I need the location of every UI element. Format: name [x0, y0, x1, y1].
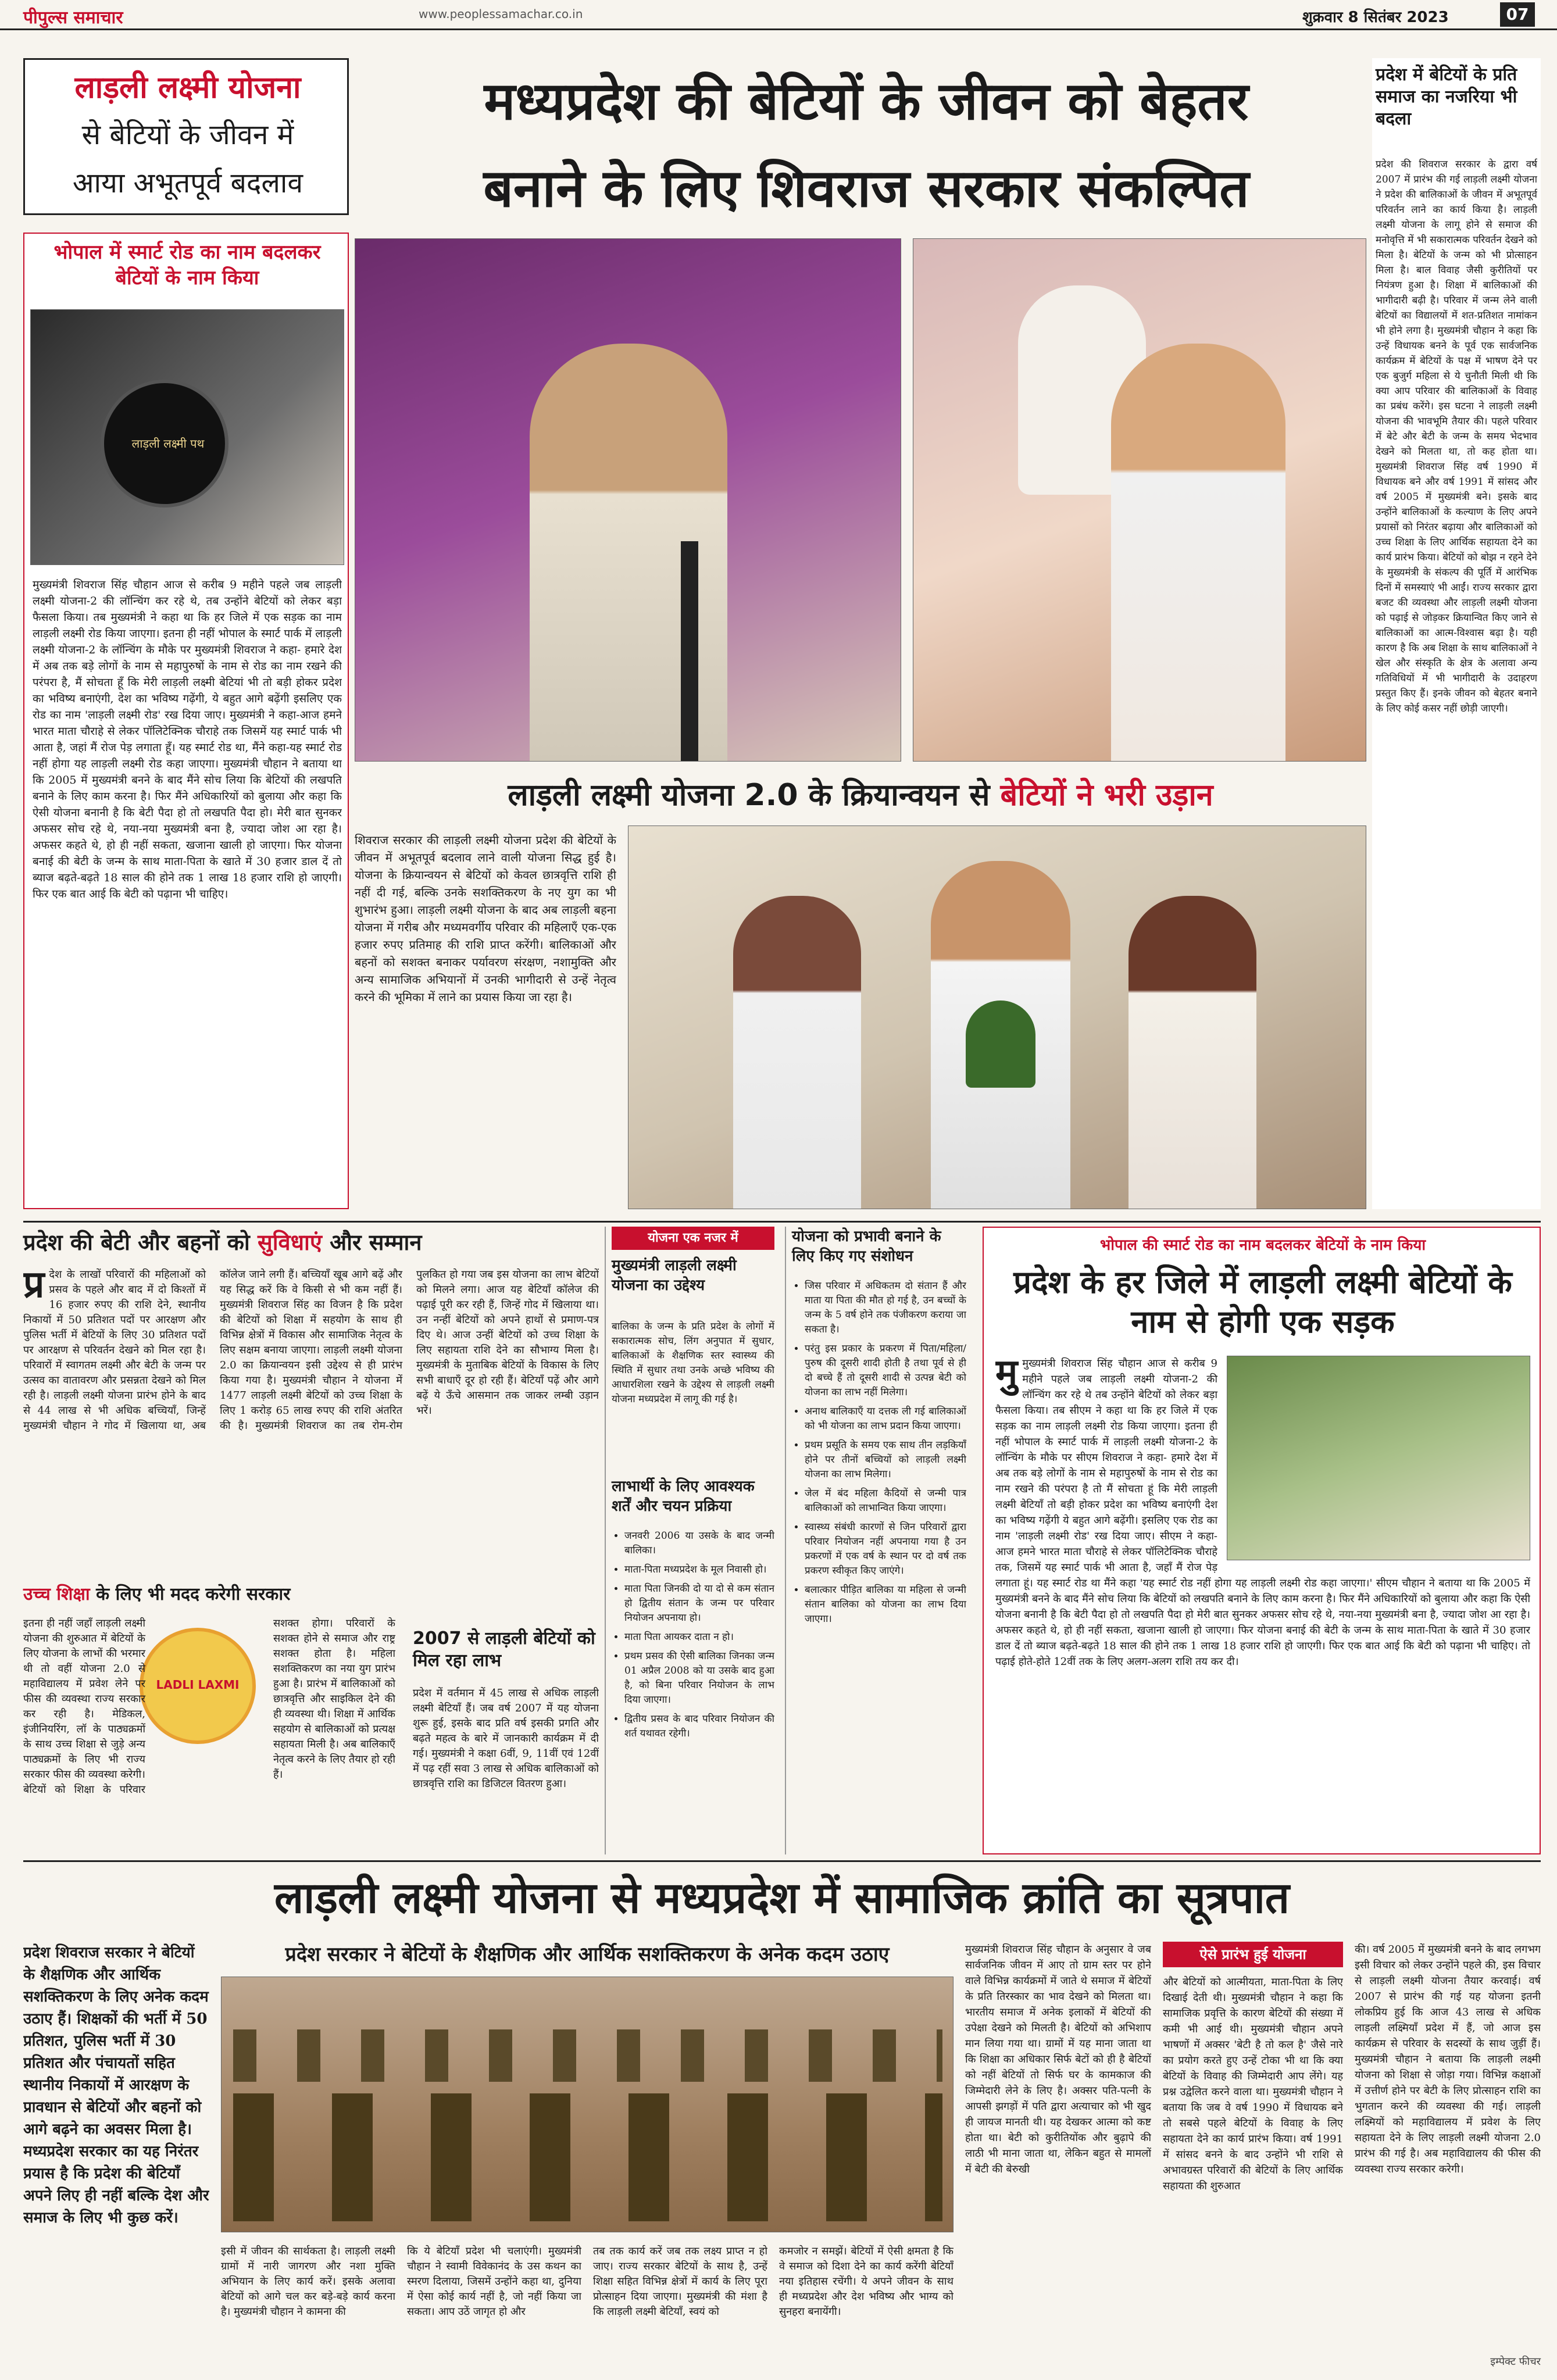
- amendment-item: • बलात्कार पीड़ित बालिका या महिला से जन्मी संतान बालिका को योजना का लाभ दिया जाएगा।: [805, 1583, 966, 1627]
- bottom-photo-headline: प्रदेश सरकार ने बेटियों के शैक्षणिक और आर्थिक सशक्तिकरण के अनेक कदम उठाए: [285, 1943, 890, 1966]
- police-cadets-photo: [221, 1977, 954, 2232]
- higher-education-subhead-red: उच्च शिक्षा: [23, 1584, 90, 1604]
- student-left-figure: [733, 896, 861, 1209]
- nazar-item: • द्वितीय प्रसव के बाद परिवार नियोजन की शर्त यथावत रहेगी।: [624, 1712, 774, 1741]
- suvidha-body-text: देश के लाखों परिवारों की महिलाओं को प्रसव के पहले और बाद में दो किश्तों में 16 हजार रुपए की राशि देने, स्थानीय निकायों में 50 प्रतिशत पदों पर आरक्षण और पुलिस भर्ती में बेटियों के लिए 30 प्रतिशत पदों पर आरक्षण से परिवर्तन देखने को मिल रहा है। परिवारों में स्वागतम लक्ष्मी और बेटी के जन्म पर उत्सव का वातावरण और प्रसन्नता देखने को मिल रही है। लाड़ली लक्ष्मी योजना प्रारंभ होने के बाद से 44 लाख से भी अधिक बच्चियाँ, जिन्हें मुख्यमंत्री चौहान ने गोद में खिलाया था, अब कॉलेज जाने लगी हैं। बच्चियाँ खूब आगे बढ़ें और यह सिद्ध करें कि वे किसी से भी कम नहीं हैं। मुख्यमंत्री शिवराज सिंह का विजन है कि प्रदेश की बेटियों को शिक्षा में सहयोग के साथ ही विभिन्न क्षेत्रों में विकास और सामाजिक नेतृत्व के लिए सक्षम बनाया जाएगा। लाड़ली लक्ष्मी योजना 2.0 का क्रियान्वयन इसी उद्देश्य से ही प्रारंभ किया गया है। मुख्यमंत्री चौहान ने योजना में 1477 लाड़ली लक्ष्मी बेटियों को उच्च शिक्षा के लिए 1 करोड़ 65 लाख रुपए की राशि अंतरित की है। मुख्यमंत्री शिवराज का तब रोम-रोम पुलकित हो गया जब इस योजना का लाभ बेटियों को मिलने लगा। आज यह बेटियाँ कॉलेज की पढ़ाई पूरी कर रही हैं, जिन्हें गोद में खिलाया था। उन नन्हीं बेटियों को अपने हाथों से प्रमाण-पत्र दिए थे। आज उन्हीं बेटियों को उच्च शिक्षा के लिए सहायता राशि देने का सौभाग्य मिला है। मुख्यमंत्री के मुताबिक बेटियों के विकास के लिए सभी बाधाएँ दूर हो रही हैं। बेटियाँ पढ़ें और आगे बढ़ें ये ऊँचे आसमान तक जाकर लम्बी उड़ान भरें।: [23, 1268, 599, 1432]
- plant-pot: [966, 1000, 1035, 1088]
- road-plaque: [101, 380, 228, 508]
- tree-planting-photo: [1227, 1356, 1530, 1560]
- logo-text: LADLI LAXMI: [156, 1678, 240, 1692]
- cadet-row-front: [233, 2093, 942, 2221]
- nazar-item: • माता पिता आयकर दाता न हो।: [624, 1630, 774, 1645]
- amendment-item: • परंतु इस प्रकार के प्रकरण में पिता/महिला/पुरुष की दूसरी शादी होती है तथा पूर्व से ही दो बच्चे हैं तो दूसरी शादी से उत्पन्न बेटी को योजना का लाभ नहीं मिलेगा।: [805, 1342, 966, 1400]
- yojana-start-tag: ऐसे प्रारंभ हुई योजना: [1163, 1942, 1343, 1967]
- nazar-item: • जनवरी 2006 या उसके के बाद जन्मी बालिका।: [624, 1529, 774, 1558]
- higher-education-body: इतना ही नहीं जहाँ लाड़ली लक्ष्मी योजना की शुरुआत में बेटियों के लिए योजना के लाभों की भरमार थी तो वहीं योजना 2.0 से महाविद्यालय में प्रवेश लेने पर फीस की व्यवस्था राज्य सरकार कर रही है। मेडिकल, इंजीनियरिंग, लॉ के पाठ्यक्रमों के साथ उच्च शिक्षा से जुड़े अन्य पाठ्यक्रमों के लिए भी राज्य सरकार फीस की व्यवस्था करेगी। बेटियों को शिक्षा के परिवार सशक्त होगा। परिवारों के सशक्त होने से समाज और राष्ट्र सशक्त होता है। महिला सशक्तिकरण का नया युग प्रारंभ हुआ है। प्रारंभ में बालिकाओं को छात्रवृत्ति और साइकिल देने की ही व्यवस्था थी। शिक्षा में आर्थिक सहयोग से बालिकाओं को प्रत्यक्ष सहायता मिली है। अब बालिकाएँ नेतृत्व करने के लिए तैयार हो रही हैं।: [23, 1617, 395, 1796]
- bottom-col-3: तब तक कार्य करें जब तक लक्ष्य प्राप्त न हो जाए। राज्य सरकार बेटियों के साथ है, उन्हें शिक्षा सहित विभिन्न क्षेत्रों में कार्य के लिए पूरा प्रोत्साहन दिया जाएगा। मुख्यमंत्री की मंशा है कि लाड़ली लक्ष्मी बेटियाँ, स्वयं को: [593, 2245, 767, 2318]
- left-story-body: मुख्यमंत्री शिवराज सिंह चौहान आज से करीब 9 महीने पहले जब लाड़ली लक्ष्मी योजना-2 की लॉन्चिंग कर रहे थे, तब उन्होंने बेटियों को लेकर बड़ा फैसला किया। तब मुख्यमंत्री ने कहा था कि हर जिले में एक सड़क का नाम लाड़ली लक्ष्मी रोड किया जाएगा। इतना ही नहीं भोपाल के स्मार्ट पार्क में लाड़ली लक्ष्मी योजना-2 के लॉन्चिंग के मौके पर मुख्यमंत्री शिवराज ने कहा- हमारे देश में अब तक बड़े लोगों के नाम से महापुरुषों के नाम से रोड का नाम रखने की परंपरा है, मैं सोचता हूँ कि मेरी लाड़ली लक्ष्मी बेटियां भी तो बड़ी होकर प्रदेश का भविष्य बनाएंगी, देश का भविष्य गढ़ेंगी, ये बहुत आगे बढ़ेंगी इसलिए एक रोड का नाम 'लाड़ली लक्ष्मी रोड' रख दिया जाए। मुख्यमंत्री ने कहा-आज हमने भारत माता चौराहे से लेकर पॉलिटेक्निक चौराहे तक जिसमें यह स्मार्ट पार्क भी आता है, जहां मैं रोज पेड़ लगाता हूँ। यह स्मार्ट रोड था, मैंने कहा-यह स्मार्ट रोड नहीं होगा यह लाड़ली लक्ष्मी रोड कहा जाएगा। मुख्यमंत्री चौहान ने बताया था कि 2005 में मुख्यमंत्री बनने के बाद मैंने सोच लिया कि बेटियों की लखपति बनाने के लिए काम करना है। फिर मैंने अधिकारियों को बुलाया और कहा कि ऐसी योजना बनानी है कि बेटी पैदा हो तो लखपति पैदा हो। मेरी बात सुनकर अफसर सोच रहे थे, नया-नया मुख्यमंत्री बना है, ज्यादा जोश आ रहा है। अफसर कहते थे, हो ही नहीं सकता, खजाना खाली हो जाएगा। फिर योजना बनाई की बेटी के जन्म के साथ माता-पिता के खाते में 30 हजार डाल दें तो ब्याज बढ़ते-बढ़ते 18 साल की होने तक 1 लाख 18 हजार राशि हो जाएगी। फिर एक बात आई कि बेटी को पढ़ाना भी चाहिए।: [33, 578, 342, 900]
- road-plaque-text: लाड़ली लक्ष्मी पथ: [131, 437, 205, 451]
- corner-box-line2: से बेटियों के जीवन में: [81, 119, 294, 151]
- masthead-url: www.peoplessamachar.co.in: [419, 7, 583, 21]
- corner-box-title: लाड़ली लक्ष्मी योजना: [74, 70, 301, 105]
- bottom-divider: [23, 1860, 1541, 1862]
- masthead: [0, 0, 1557, 30]
- right-column: [1372, 58, 1541, 1209]
- nazar-item: • प्रथम प्रसव की ऐसी बालिका जिनका जन्म 01 अप्रैल 2008 को या उसके बाद हुआ है, को बिना परिवार नियोजन के लाभ दिया जाएगा।: [624, 1649, 774, 1707]
- bottom-left-body: प्रदेश शिवराज सरकार ने बेटियों के शैक्षणिक और आर्थिक सशक्तिकरण के लिए अनेक कदम उठाए हैं। शिक्षकों की भर्ती में 50 प्रतिशत, पुलिस भर्ती में 30 प्रतिशत और पंचायतों सहित स्थानीय निकायों में आरक्षण के प्रावधान से बेटियों और बहनों को आगे बढ़ने का अवसर मिला है। मध्यप्रदेश सरकार का यह निरंतर प्रयास है कि प्रदेश की बेटियाँ अपने लिए ही नहीं बल्कि देश और समाज के लिए भी कुछ करें।: [23, 1944, 209, 2227]
- amendment-item: • जेल में बंद महिला कैदियों से जन्मी पात्र बालिकाओं को लाभान्वित किया जाएगा।: [805, 1486, 966, 1516]
- cadet-row-back: [233, 2029, 942, 2082]
- students-with-plant-photo: [628, 826, 1366, 1209]
- amendment-item: • स्वास्थ्य संबंधी कारणों से जिन परिवारों द्वारा परिवार नियोजन नहीं अपनाया गया है उन प्रकरणों में एक वर्ष के स्थान पर दो वर्ष तक प्रकरण स्वीकृत किए जाएंगे।: [805, 1520, 966, 1578]
- road-plaque-photo: [30, 309, 344, 565]
- smart-road-section: [983, 1227, 1541, 1854]
- left-story: [23, 233, 349, 1209]
- smart-road-body: [995, 1356, 1530, 1844]
- amendment-item: • जिस परिवार में अधिकतम दो संतान हैं और माता या पिता की मौत हो गई है, उन बच्चों के जन्म के 5 वर्ष होने तक पंजीकरण कराया जा सकता है।: [805, 1279, 966, 1337]
- yojana2-headline-part1: लाड़ली लक्ष्मी योजना 2.0 के क्रियान्वयन से: [508, 778, 990, 813]
- smart-road-body-text: मुख्यमंत्री शिवराज सिंह चौहान आज से करीब 9 महीने पहले जब लाड़ली लक्ष्मी योजना-2 की लॉन्चिंग कर रहे थे तब उन्होंने बेटियों को लेकर बड़ा फैसला किया। तब सीएम ने कहा था कि हर जिले में एक सड़क का नाम लाड़ली लक्ष्मी रोड किया जाएगा। इतना ही नहीं भोपाल के स्मार्ट पार्क में लाड़ली लक्ष्मी योजना-2 के लॉन्चिंग के मौके पर सीएम शिवराज ने कहा- हमारे देश में अब तक बड़े लोगों के नाम से महापुरुषों के नाम से रोड का नाम रखने की परंपरा है तो मैं सोचता हूं कि मेरी लाड़ली लक्ष्मी बेटियाँ तो बड़ी होकर प्रदेश का भविष्य बनाएंगी देश का भविष्य गढ़ेंगी ये बहुत आगे बढ़ेंगी। इसलिए एक रोड का नाम 'लाड़ली लक्ष्मी रोड' रख दिया जाए। सीएम ने कहा- आज हमने भारत माता चौराहे से लेकर पॉलिटेक्निक चौराहे तक, जिसमें यह स्मार्ट पार्क भी आता है, जहाँ मैं रोज पेड़ लगाता हूं। यह स्मार्ट रोड था मैंने कहा 'यह स्मार्ट रोड नहीं होगा यह लाड़ली लक्ष्मी रोड कहा जाएगा।' सीएम चौहान ने बताया था कि 2005 में मुख्यमंत्री बनने के बाद मैंने सोच लिया कि बेटियों को लखपति बनाने के लिए काम करना है। फिर मैंने अधिकारियों को बुलाया और कहा कि ऐसी योजना बनानी है कि बेटी पैदा हो तो लखपति पैदा हो मेरी बात सुनकर अफसर सोच रहे थे, नया-नया मुख्यमंत्री बना है, ज्यादा जोश आ रहा है। अफसर कहते थे, हो ही नहीं सकता, खजाना खाली हो जाएगा। फिर योजना बनाई की बेटी के जन्म के साथ माता-पिता के खाते में 30 हजार डाल दें तो ब्याज बढ़ते-बढ़ते 18 साल की होने तक 1 लाख 18 हजार राशि हो जाएगी। फिर एक बात आई कि बेटी को पढ़ाना भी चाहिए। तो पढ़ाई होते-होते 12वीं तक के लिए अलग-अलग राशि तय कर दी।: [995, 1357, 1530, 1668]
- yojana-start-body: और बेटियों को आत्मीयता, माता-पिता के लिए दिखाई देती थी। मुख्यमंत्री चौहान ने कहा कि सामाजिक प्रवृत्ति के कारण बेटियों की संख्या में कमी भी आई थी। मुख्यमंत्री चौहान अपने भाषणों में अक्सर 'बेटी है तो कल है' जैसे नारे का प्रयोग करते हुए उन्हें टोका भी था कि क्या बेटियों के विवाह की जिम्मेदारी आप लेंगे। यह प्रश्न उद्वेलित करने वाला था। मुख्यमंत्री चौहान ने बताया कि जब वे वर्ष 1990 में विधायक बने तो सबसे पहले बेटियों के विवाह के लिए सहायता देने का कार्य प्रारंभ किया। वर्ष 1991 में सांसद बनने के बाद उन्होंने भी राशि से अभावग्रस्त परिवारों की बेटियों के लिए आर्थिक सहायता की शुरुआत: [1163, 1976, 1343, 2192]
- right-column-header: प्रदेश में बेटियों के प्रति समाज का नजरिया भी बदला: [1376, 65, 1517, 129]
- bottom-right-col-2: [1163, 1942, 1343, 2349]
- nazar-section: [605, 1227, 779, 1854]
- nazar-body: बालिका के जन्म के प्रति प्रदेश के लोगों में सकारात्मक सोच, लिंग अनुपात में सुधार, बालिकाओं के शैक्षणिक स्तर स्वास्थ्य की स्थिति में सुधार तथा उनके अच्छे भविष्य की आधारशिला रखने के उद्देश्य से लाड़ली लक्ष्मी योजना मध्यप्रदेश में लागू की गई है।: [612, 1321, 774, 1405]
- left-story-header: भोपाल में स्मार्ट रोड का नाम बदलकर बेटियों के नाम किया: [53, 241, 321, 290]
- bottom-photo-block: [221, 1942, 954, 2366]
- newspaper-logo: पीपुल्स समाचार: [23, 8, 123, 28]
- suvidha-body: [23, 1267, 599, 1570]
- nazar-item: • माता पिता जिनकी दो या दो से कम संतान हो द्वितीय संतान के जन्म पर परिवार नियोजन अपनाया हो।: [624, 1582, 774, 1625]
- bottom-headline: लाड़ली लक्ष्मी योजना से मध्यप्रदेश में सामाजिक क्रांति का सूत्रपात: [274, 1873, 1290, 1923]
- right-column-body: प्रदेश की शिवराज सरकार के द्वारा वर्ष 2007 में प्रारंभ की गई लाड़ली लक्ष्मी योजना ने प्रदेश की बालिकाओं के जीवन में अभूतपूर्व परिवर्तन लाने का कार्य किया है। लाड़ली लक्ष्मी योजना के लागू होने से समाज की मनोवृत्ति में भी सकारात्मक परिवर्तन देखने को मिला है। बेटियों के जन्म को भी प्रोत्साहन मिला है। बाल विवाह जैसी कुरीतियों पर नियंत्रण हुआ है। शिक्षा में बालिकाओं की भागीदारी बढ़ी है। परिवार में जन्म लेने वाली बेटियों का विद्यालयों में शत-प्रतिशत नामांकन भी होने लगा है। मुख्यमंत्री चौहान ने कहा कि उन्हें विधायक बनने के पूर्व एक सार्वजनिक कार्यक्रम में बेटियों के पक्ष में भाषण देने पर एक बुजुर्ग महिला से ये चुनौती मिली थी कि क्या आप परिवार की बालिकाओं के विवाह का प्रबंध करेंगे। इस घटना ने लाड़ली लक्ष्मी योजना की भावभूमि तैयार की। पहले परिवार में बेटे और बेटी के जन्म के समय भेदभाव देखने को मिलता था, तो कह होता था। मुख्यमंत्री शिवराज सिंह वर्ष 1990 में विधायक बने और वर्ष 1991 में सांसद और वर्ष 2005 में मुख्यमंत्री बने। इसके बाद उन्होंने बालिकाओं के कल्याण के लिए अपने प्रयासों को निरंतर बढ़ाया और बालिकाओं को उच्च शिक्षा के लिए आर्थिक सहायता देने का कार्य प्रारंभ किया। बेटियों को बोझ न रहने देने के मुख्यमंत्री के संकल्प की पूर्ति में आरंभिक दिनों में समस्याएं भी आईं। राज्य सरकार द्वारा बजट की व्यवस्था और लाड़ली लक्ष्मी योजना को पढ़ाई से जोड़कर क्रियान्वित किए जाने से बालिकाओं का आत्म-विश्वास बढ़ा है। यही कारण है कि अब शिक्षा के साथ बालिकाओं ने खेल और संस्कृति के क्षेत्र के अलावा अन्य गतिविधियों में भी भागीदारी के उदाहरण प्रस्तुत किए हैं। इनके जीवन को बेहतर बनाने के लिए कोई कसर नहीं छोड़ी जाएगी।: [1376, 159, 1537, 714]
- since-2007-body: प्रदेश में वर्तमान में 45 लाख से अधिक लाड़ली लक्ष्मी बेटियाँ हैं। जब वर्ष 2007 में यह योजना शुरू हुई, इसके बाद प्रति वर्ष इसकी प्रगति और बढ़ते महत्व के बारे में जानकारी कार्यक्रम में दी गई। मुख्यमंत्री ने कक्षा 6वीं, 9, 11वीं एवं 12वीं में पढ़ रहीं सवा 3 लाख से अधिक बालिकाओं को छात्रवृत्ति राशि का डिजिटल वितरण हुआ।: [413, 1687, 599, 1790]
- yojana2-section: [355, 773, 1366, 1215]
- amendment-item: • प्रथम प्रसूति के समय एक साथ तीन लड़कियाँ होने पर तीनों बच्चियों को लाड़ली लक्ष्मी योजना का लाभ मिलेगा।: [805, 1438, 966, 1482]
- corner-box: [23, 58, 349, 215]
- section-divider: [23, 1221, 1541, 1223]
- pm-speaking-photo: [355, 238, 901, 762]
- cm-figure: [1111, 344, 1285, 762]
- microphone-stand: [681, 541, 698, 762]
- smart-road-headline: प्रदेश के हर जिले में लाड़ली लक्ष्मी बेटियों के नाम से होगी एक सड़क: [1013, 1264, 1512, 1340]
- yojana2-body: शिवराज सरकार की लाड़ली लक्ष्मी योजना प्रदेश की बेटियों के जीवन में अभूतपूर्व बदलाव लाने वाली योजना सिद्ध हुई है। योजना के क्रियान्वयन से बेटियों को केवल छात्रवृत्ति राशि ही नहीं दी गई, बल्कि उनके सशक्तिकरण के नए युग का भी शुभारंभ हुआ। लाड़ली लक्ष्मी योजना के बाद अब लाड़ली बहना योजना में गरीब और मध्यमवर्गीय परिवार की महिलाएँ एक-एक हजार रुपए प्रतिमाह की राशि प्राप्त करेंगी। बालिकाओं और बहनों को सशक्त बनाकर पर्यावरण संरक्षण, नशामुक्ति और अन्य सामाजिक अभियानों में उनकी भागीदारी से उन्हें नेतृत्व करने की भूमिका में लाने का प्रयास किया जा रहा है।: [355, 833, 616, 1004]
- bottom-col-4: कमजोर न समझें। बेटियों में ऐसी क्षमता है कि वे समाज को दिशा देने का कार्य करेंगी बेटियाँ नया इतिहास रचेंगी। ये अपने जीवन के साथ ही मध्यप्रदेश और देश भविष्य और भाग्य को सुनहरा बनायेंगी।: [779, 2245, 954, 2318]
- nazar-subhead: लाभार्थी के लिए आवश्यक शर्तें और चयन प्रक्रिया: [612, 1478, 755, 1515]
- yojana2-headline: [355, 773, 1366, 820]
- nazar-headline: मुख्यमंत्री लाड़ली लक्ष्मी योजना का उद्देश्य: [612, 1257, 737, 1294]
- nazar-item: • माता-पिता मध्यप्रदेश के मूल निवासी हो।: [624, 1563, 774, 1577]
- suvidha-headline-part2: सुविधाएं: [258, 1230, 322, 1255]
- smart-road-kicker: भोपाल की स्मार्ट रोड का नाम बदलकर बेटियों के नाम किया: [1099, 1237, 1426, 1254]
- bottom-right-col-1: मुख्यमंत्री शिवराज सिंह चौहान के अनुसार वे जब सार्वजनिक जीवन में आए तो ग्राम स्तर पर होने वाले विभिन्न कार्यक्रमों में जाते थे समाज में बेटियों के प्रति तिरस्कार का भाव देखने को मिलता था। भारतीय समाज में अनेक इलाकों में बेटियों की उपेक्षा देखने को मिलती है। बेटियों को अभिशाप मान लिया गया था। ग्रामों में यह माना जाता था कि शिक्षा का अधिकार सिर्फ बेटों को ही है बेटियों को नहीं बेटियों तो सिर्फ घर के कामकाज की जिम्मेदारी लेने के लिए है। अक्सर पति-पत्नी के आपसी झगड़ों में पति द्वारा अत्याचार को भी खुद ही जायज मानती थी। यह देखकर आत्मा को कष्ट होता था। बेटी को कुरीतियोंक और बुढ़ापे की लाठी भी माना जाता था, लेकिन बहुत से मामलों में बेटी की बेरुखी: [965, 1943, 1151, 2175]
- nazar-list: [612, 1529, 774, 1849]
- suvidha-headline-part3: और सम्मान: [330, 1230, 422, 1255]
- page-number: 07: [1500, 2, 1535, 27]
- impact-feature-credit: इम्पेक्ट फीचर: [1490, 2356, 1541, 2368]
- suvidha-headline-part1: प्रदेश की बेटी और बहनों को: [23, 1230, 250, 1255]
- higher-education-subhead: [23, 1581, 395, 1609]
- main-headline-line1: मध्यप्रदेश की बेटियों के जीवन को बेहतर: [484, 71, 1249, 132]
- main-headline: [372, 58, 1360, 233]
- higher-education-subhead-rest: के लिए भी मदद करेगी सरकार: [96, 1584, 291, 1604]
- student-right-figure: [1129, 896, 1256, 1209]
- amendments-list: [792, 1279, 966, 1849]
- nazar-tag: योजना एक नजर में: [612, 1227, 774, 1250]
- yojana2-headline-part2: बेटियों ने भरी उड़ान: [1000, 778, 1213, 813]
- main-headline-line2: बनाने के लिए शिवराज सरकार संकल्पित: [483, 158, 1249, 219]
- corner-box-line3: आया अभूतपूर्व बदलाव: [72, 167, 303, 199]
- bottom-col-2: कि ये बेटियाँ प्रदेश भी चलाएंगी। मुख्यमंत्री चौहान ने स्वामी विवेकानंद के उस कथन का स्मरण दिलाया, जिसमें उन्होंने कहा था, दुनिया में ऐसा कोई कार्य नहीं है, जो नहीं किया जा सकता। आप उठें जागृत हो और: [407, 2245, 581, 2318]
- amendment-item: • अनाथ बालिकाएँ या दत्तक ली गई बालिकाओं को भी योजना का लाभ प्रदान किया जाएगा।: [805, 1405, 966, 1434]
- bottom-col-1: इसी में जीवन की सार्थकता है। लाड़ली लक्ष्मी ग्रामों में नारी जागरण और नशा मुक्ति अभियान के लिए कार्य करें। इसके अलावा बेटियों को आगे चल कर बड़े-बड़े कार्य करना है। मुख्यमंत्री चौहान ने कामना की: [221, 2245, 395, 2318]
- amendments-headline: योजना को प्रभावी बनाने के लिए किए गए संशोधन: [792, 1228, 941, 1265]
- suvidha-section: [23, 1227, 599, 1854]
- bottom-right-col-3: की। वर्ष 2005 में मुख्यमंत्री बनने के बाद लगभग इसी विचार को लेकर उन्होंने पहले की, इस विचार से लाड़ली लक्ष्मी योजना तैयार करवाई। वर्ष 2007 से प्रारंभ की गई यह योजना इतनी लोकप्रिय हुई कि आज 43 लाख से अधिक लाड़ली लक्ष्मियाँ प्रदेश में हैं, जो आज इस कार्यक्रम से परिवार के सदस्यों के साथ जुड़ीं हैं। मुख्यमंत्री चौहान ने बताया कि लाड़ली लक्ष्मी योजना को शिक्षा से जोड़ा गया। विभिन्न कक्षाओं में उत्तीर्ण होने पर बेटी के लिए प्रोत्साहन राशि का भुगतान करने की व्यवस्था की गई। लाड़ली लक्ष्मियों को महाविद्यालय में प्रवेश के लिए सहायता देने के लिए लाड़ली लक्ष्मी योजना 2.0 प्रारंभ की गई है। अब महाविद्यालय की फीस की व्यवस्था राज्य सरकार करेगी।: [1355, 1943, 1541, 2175]
- masthead-date: शुक्रवार 8 सितंबर 2023: [1302, 9, 1449, 26]
- drop-cap: मु: [995, 1356, 1018, 1395]
- cm-with-child-photo: [913, 238, 1366, 762]
- amendments-section: [785, 1227, 971, 1854]
- since-2007-subhead: 2007 से लाड़ली बेटियों को मिल रहा लाभ: [413, 1628, 595, 1671]
- suvidha-headline: [23, 1227, 599, 1262]
- bottom-left-column: [23, 1942, 209, 2366]
- drop-cap: प्र: [23, 1267, 45, 1306]
